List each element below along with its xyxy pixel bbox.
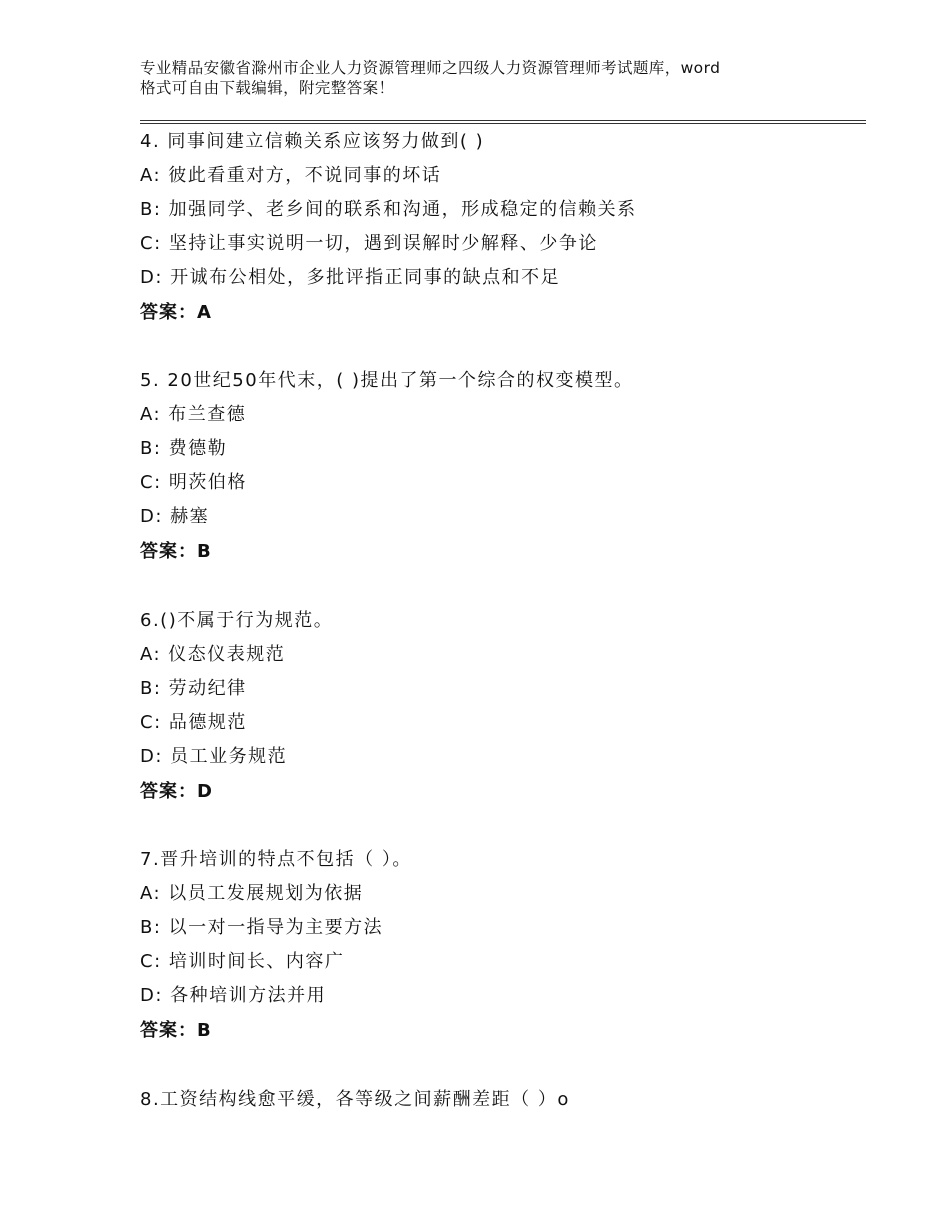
- option-d: D: 开诚布公相处，多批评指正同事的缺点和不足: [140, 267, 561, 288]
- option-c: C: 品德规范: [140, 712, 247, 733]
- option-d: D: 赫塞: [140, 506, 210, 527]
- question-stem: 5. 20世纪50年代末，( )提出了第一个综合的权变模型。: [140, 370, 634, 391]
- option-a: A: 仪态仪表规范: [140, 644, 286, 665]
- header-rule-top: [140, 120, 866, 121]
- option-a: A: 以员工发展规划为依据: [140, 883, 364, 904]
- document-header: [140, 58, 840, 98]
- header-line-2: 格式可自由下载编辑，附完整答案！: [140, 79, 395, 97]
- option-a: A: 彼此看重对方，不说同事的坏话: [140, 165, 442, 186]
- header-rule-bottom: [140, 123, 866, 124]
- answer-line: 答案：B: [140, 541, 212, 562]
- header-line-1: 专业精品安徽省滁州市企业人力资源管理师之四级人力资源管理师考试题库，word: [140, 59, 721, 77]
- option-b: B: 费德勒: [140, 438, 228, 459]
- option-c: C: 明茨伯格: [140, 472, 247, 493]
- option-c: C: 坚持让事实说明一切，遇到误解时少解释、少争论: [140, 233, 598, 254]
- question-stem: 4. 同事间建立信赖关系应该努力做到( ): [140, 131, 485, 152]
- option-a: A: 布兰查德: [140, 404, 247, 425]
- option-d: D: 各种培训方法并用: [140, 985, 327, 1006]
- option-b: B: 加强同学、老乡间的联系和沟通，形成稳定的信赖关系: [140, 199, 637, 220]
- question-stem: 7.晋升培训的特点不包括（ ）。: [140, 849, 412, 870]
- option-c: C: 培训时间长、内容广: [140, 951, 345, 972]
- option-b: B: 劳动纪律: [140, 678, 247, 699]
- option-b: B: 以一对一指导为主要方法: [140, 917, 384, 938]
- answer-line: 答案：B: [140, 1020, 212, 1041]
- option-d: D: 员工业务规范: [140, 746, 288, 767]
- answer-line: 答案：A: [140, 302, 212, 323]
- question-stem: 6.()不属于行为规范。: [140, 610, 334, 631]
- question-stem: 8.工资结构线愈平缓，各等级之间薪酬差距（ ）o: [140, 1089, 570, 1110]
- answer-line: 答案：D: [140, 781, 213, 802]
